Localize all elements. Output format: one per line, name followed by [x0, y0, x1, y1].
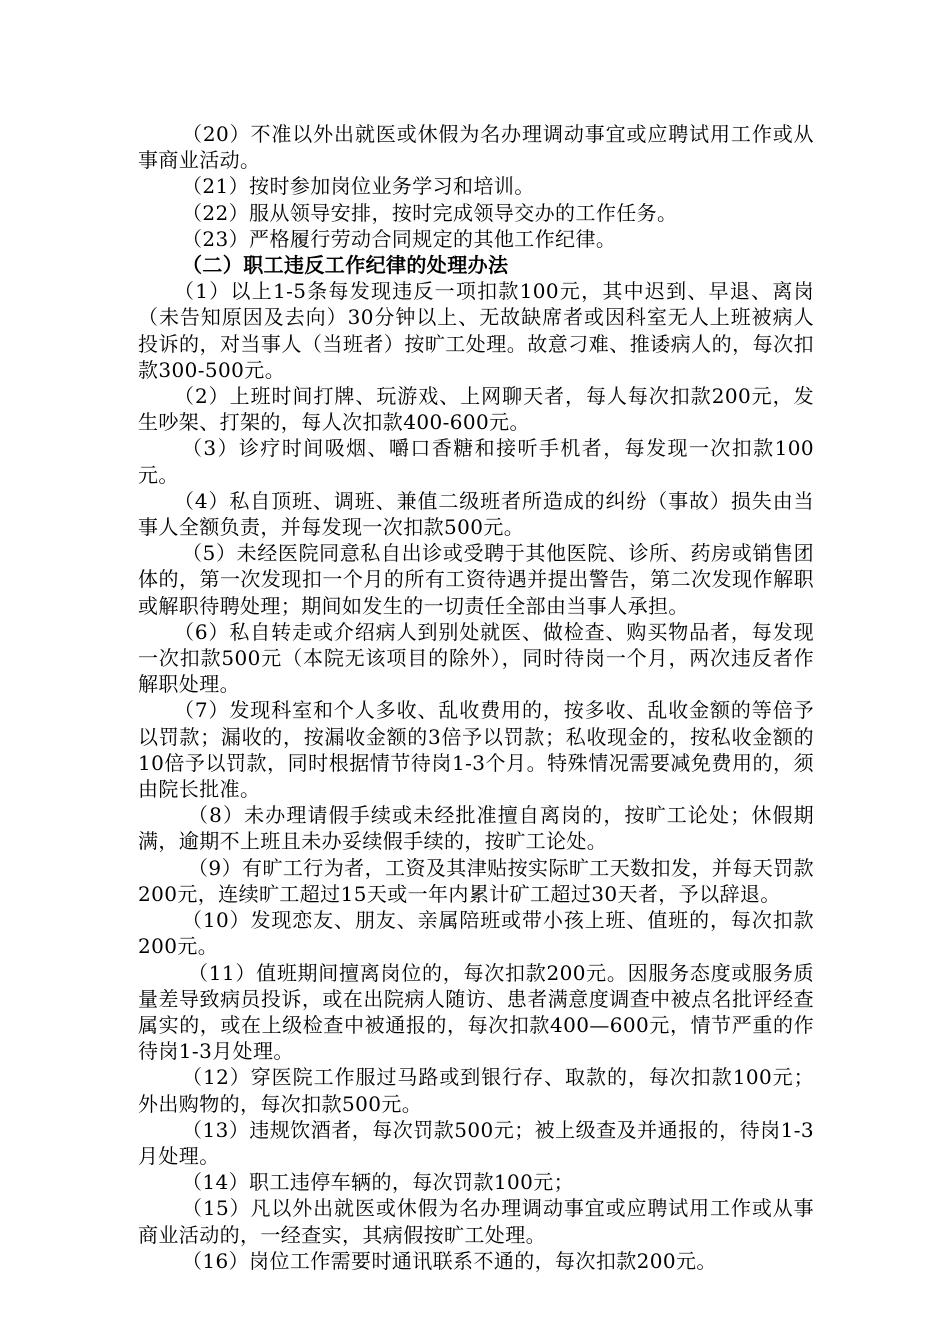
rule-11: （11）值班期间擅离岗位的，每次扣款200元。因服务态度或服务质量差导致病员投诉，或在出院病人随访、患者满意度调查中被点名批评经查属实的，或在上级检查中被通报的，每次扣款400—600元，情节严重的作待岗1-3月处理。 [138, 960, 814, 1064]
rule-16: （16）岗位工作需要时通讯联系不通的，每次扣款200元。 [182, 1248, 717, 1273]
rule-6: （6）私自转走或介绍病人到别处就医、做检查、购买物品者，每发现一次扣款500元（本院无该项目的除外），同时待岗一个月，两次违反者作解职处理。 [138, 619, 814, 697]
document-page [138, 121, 814, 1274]
rule-10: （10）发现恋友、朋友、亲属陪班或带小孩上班、值班的，每次扣款200元。 [138, 908, 814, 959]
rule-1: （1）以上1-5条每发现违反一项扣款100元，其中迟到、早退、离岗（未告知原因及去向）30分钟以上、无故缺席者或因科室无人上班被病人投诉的，对当事人（当班者）按旷工处理。故意刁难、推诿病人的，每次扣款300-500元。 [138, 279, 814, 382]
rule-9: （9）有旷工行为者，工资及其津贴按实际旷工天数扣发，并每天罚款200元，连续旷工超过15天或一年内累计矿工超过30天者，予以辞退。 [138, 855, 814, 906]
rule-8: （8）未办理请假手续或未经批准擅自离岗的，按旷工论处；休假期满，逾期不上班且未办妥续假手续的，按旷工论处。 [138, 803, 814, 854]
section-heading: （二）职工违反工作纪律的处理办法 [182, 253, 509, 278]
rule-12: （12）穿医院工作服过马路或到银行存、取款的，每次扣款100元；外出购物的，每次扣款500元。 [138, 1065, 814, 1116]
rule-14: （14）职工违停车辆的，每次罚款100元； [182, 1170, 575, 1195]
paragraph-22: （22）服从领导安排，按时完成领导交办的工作任务。 [182, 200, 678, 225]
rule-3: （3）诊疗时间吸烟、嚼口香糖和接听手机者，每发现一次扣款100元。 [138, 436, 814, 487]
paragraph-20: （20）不准以外出就医或休假为名办理调动事宜或应聘试用工作或从事商业活动。 [138, 122, 814, 173]
rule-4: （4）私自顶班、调班、兼值二级班者所造成的纠纷（事故）损失由当事人全额负责，并每发现一次扣款500元。 [138, 488, 814, 540]
rule-15: （15）凡以外出就医或休假为名办理调动事宜或应聘试用工作或从事商业活动的，一经查实，其病假按旷工处理。 [138, 1196, 814, 1247]
rule-7: （7）发现科室和个人多收、乱收费用的，按多收、乱收金额的等倍予以罚款；漏收的，按漏收金额的3倍予以罚款；私收现金的，按私收金额的10倍予以罚款，同时根据情节待岗1-3个月。特殊情况需要减免费用的，须由院长批准。 [138, 698, 814, 802]
rule-2: （2）上班时间打牌、玩游戏、上网聊天者，每人每次扣款200元，发生吵架、打架的，每人次扣款400-600元。 [138, 384, 814, 435]
rule-13: （13）违规饮酒者，每次罚款500元；被上级查及并通报的，待岗1-3月处理。 [138, 1117, 814, 1168]
paragraph-23: （23）严格履行劳动合同规定的其他工作纪律。 [182, 226, 617, 251]
paragraph-21: （21）按时参加岗位业务学习和培训。 [182, 174, 535, 199]
rule-5: （5）未经医院同意私自出诊或受聘于其他医院、诊所、药房或销售团体的，第一次发现扣一个月的所有工资待遇并提出警告，第二次发现作解职或解职待聘处理；期间如发生的一切责任全部由当事人承担。 [138, 541, 814, 618]
